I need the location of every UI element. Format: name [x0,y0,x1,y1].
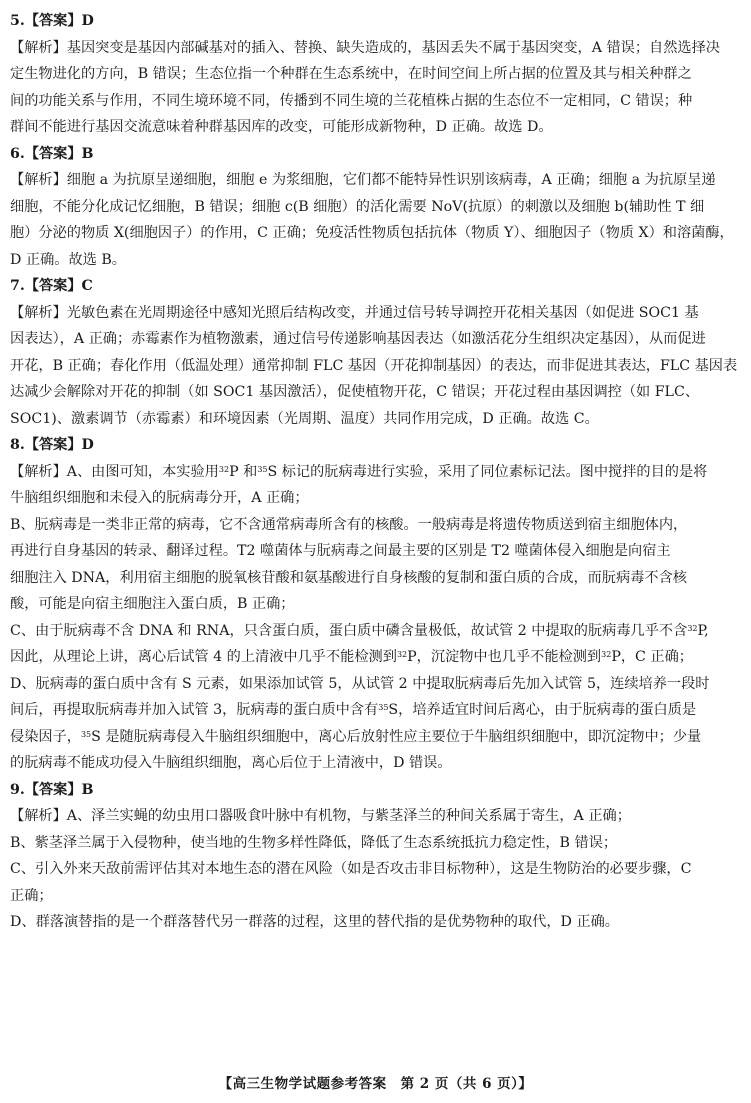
q6-analysis-line: D 正确。故选 B。 [10,251,126,268]
isotope-35: 35 [80,729,92,739]
q8-c2-post: P，C 正确； [611,649,693,665]
isotope-32: 32 [396,650,408,659]
q8-analysis-d-line: D、朊病毒的蛋白质中含有 S 元素，如果添加试管 5，从试管 2 中提取朊病毒后先加入试管 5，连续培养一段时 [10,675,710,692]
q8-d2-pre: 间后，再提取朊病毒并加入试管 3，朊病毒的蛋白质中含有 [10,702,379,718]
q8-analysis-d-line: 的朊病毒不能成功侵入牛脑组织细胞，离心后位于上清液中，D 错误。 [10,755,452,771]
isotope-35: 35 [257,464,268,474]
isotope-35: 35 [378,703,389,712]
q8-analysis-c-line [10,618,741,645]
q9-analysis-line: 正确； [10,887,53,904]
q8-analysis-b-line: 细胞注入 DNA，利用宿主细胞的脱氧核苷酸和氨基酸进行自身核酸的复制和蛋白质的合成，而朊病毒不含核 [10,569,687,586]
q6-analysis-line: 【解析】细胞 a 为抗原呈递细胞，细胞 e 为浆细胞，它们都不能特异性识别该病毒，A 正确；细胞 a 为抗原呈递 [10,172,716,188]
q8-a1-post: S 标记的朊病毒进行实验，采用了同位素标记法。图中搅拌的目的是将 [267,463,708,480]
page-footer: 【高三生物学试题参考答案 第 2 页（共 6 页）】 [218,1076,533,1092]
answer-content [10,8,741,936]
q8-c2-mid: P，沉淀物中也几乎不能检测到 [407,649,602,665]
q8-analysis-a-line: 牛脑组织细胞和未侵入的朊病毒分开，A 正确； [10,490,309,506]
q8-d3-pre: 侵染因子， [10,728,81,745]
q5-analysis-line: 定生物进化的方向，B 错误；生态位指一个种群在生态系统中，在时间空间上所占据的位置及其与相关种群之 [10,66,692,82]
isotope-32: 32 [687,623,698,633]
isotope-32: 32 [218,464,230,474]
q5-analysis-line: 间的功能关系与作用，不同生境环境不同，传播到不同生境的兰花植株占据的生态位不一定相同，C 错误；种 [10,92,693,109]
q6-analysis-line: 细胞，不能分化成记忆细胞，B 错误；细胞 c(B 细胞）的活化需要 NoV(抗原）的刺激以及细胞 b(辅助性 T 细 [10,198,705,215]
q8-c1-pre: C、由于朊病毒不含 DNA 和 RNA，只含蛋白质，蛋白质中磷含量极低，故试管 2 中提取的朊病毒几乎不含 [10,622,688,639]
q6-analysis-line: 胞）分泌的物质 X(细胞因子）的作用，C 正确；免疫活性物质包括抗体（物质 Y）、细胞因子（物质 X）和溶菌酶， [10,225,734,241]
q8-analysis-b-line: 酸，可能是向宿主细胞注入蛋白质，B 正确； [10,596,295,612]
q6-answer: 6.【答案】B [10,145,94,162]
q9-analysis-line: 【解析】A、泽兰实蝇的幼虫用口器吸食叶脉中有机物，与紫茎泽兰的种间关系属于寄生，A 正确； [10,808,631,824]
q8-analysis-a-line [10,459,741,486]
q9-analysis-line: C、引入外来天敌前需评估其对本地生态的潜在风险（如是否攻击非目标物种），这是生物防治的必要步骤，C [10,861,692,877]
q8-a1-pre: 【解析】A、由图可知，本实验用 [10,463,219,480]
q9-analysis-line: D、群落演替指的是一个群落替代另一群落的过程，这里的替代指的是优势物种的取代，D 正确。 [10,914,619,930]
q5-analysis-line: 【解析】基因突变是基因内部碱基对的插入、替换、缺失造成的，基因丢失不属于基因突变，A 错误；自然选择决 [10,39,720,56]
q8-analysis-d-line [10,697,741,724]
q7-analysis-line: 【解析】光敏色素在光周期途径中感知光照后结构改变，并通过信号转导调控开花相关基因（如促进 SOC1 基 [10,304,699,321]
q8-d3-post: S 是随朊病毒侵入牛脑组织细胞中，离心后放射性应主要位于牛脑组织细胞中，即沉淀物中；少量 [91,728,702,745]
q7-analysis-line: 开花，B 正确；春化作用（低温处理）通常抑制 FLC 基因（开花抑制基因）的表达，而非促进其表达，FLC 基因表 [10,357,738,374]
q8-analysis-c-line [10,644,741,671]
q8-answer: 8.【答案】D [10,437,94,453]
isotope-32: 32 [601,650,612,659]
q8-analysis-b-line: B、朊病毒是一类非正常的病毒，它不含通常病毒所含有的核酸。一般病毒是将遗传物质送到宿主细胞体内， [10,516,688,533]
q8-c2-pre: 因此，从理论上讲，离心后试管 4 的上清液中几乎不能检测到 [10,649,397,665]
q8-d2-post: S，培养适宜时间后离心，由于朊病毒的蛋白质是 [388,702,697,718]
q7-analysis-line: 达减少会解除对开花的抑制（如 SOC1 基因激活），促使植物开花，C 错误；开花过程由基因调控（如 FLC、 [10,384,700,400]
q8-analysis-b-line: 再进行自身基因的转录、翻译过程。T2 噬菌体与朊病毒之间最主要的区别是 T2 噬菌体侵入细胞是向宿主 [10,543,671,559]
q5-analysis-line: 群间不能进行基因交流意味着种群基因库的改变，可能形成新物种，D 正确。故选 D。 [10,119,553,135]
q7-analysis-line: SOC1)、激素调节（赤霉素）和环境因素（光周期、温度）共同作用完成，D 正确。故选 C。 [10,410,599,427]
q9-answer: 9.【答案】B [10,781,94,798]
q9-analysis-line: B、紫茎泽兰属于入侵物种，使当地的生物多样性降低，降低了生态系统抵抗力稳定性，B 错误； [10,834,618,851]
q7-answer: 7.【答案】C [10,278,93,294]
q8-c1-post: P, [697,622,709,639]
q8-a1-mid: P 和 [229,463,258,480]
q7-analysis-line: 因表达），A 正确；赤霉素作为植物激素，通过信号传递影响基因表达（如激活花分生组织决定基因），从而促进 [10,331,706,347]
q8-analysis-d-line [10,724,741,751]
q5-answer: 5.【答案】D [10,13,94,29]
